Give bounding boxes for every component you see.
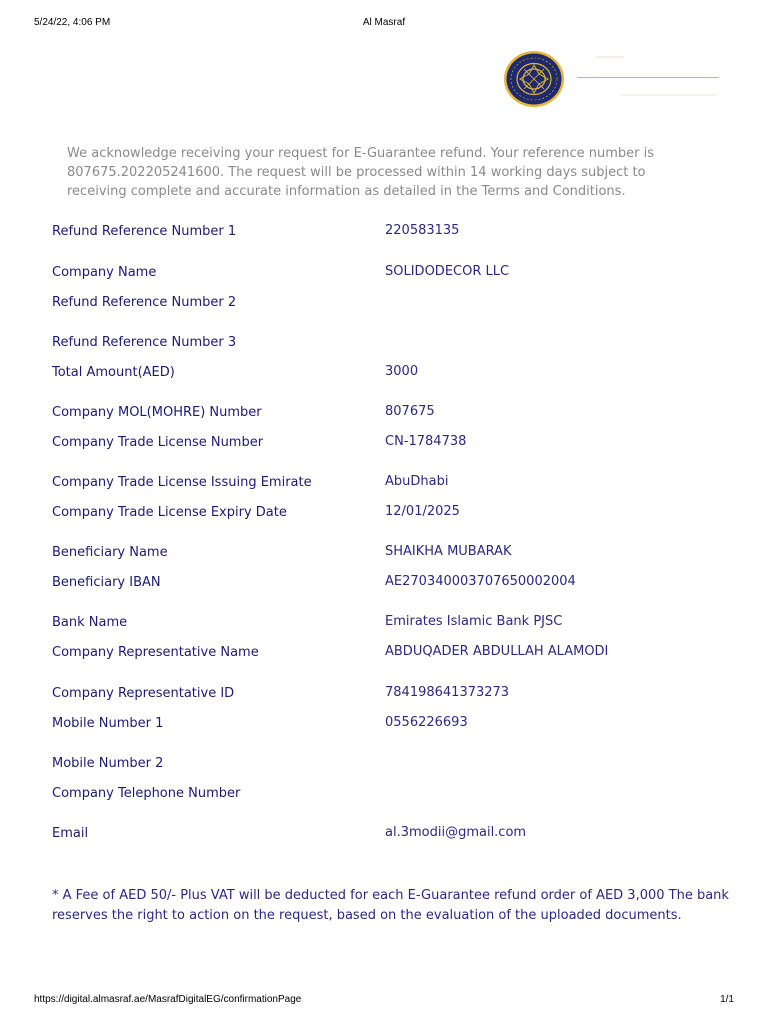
field-row: [0, 686, 768, 706]
field-label: Mobile Number 1: [52, 716, 164, 731]
field-row: [0, 475, 768, 495]
print-title: Al Masraf: [362, 17, 406, 28]
field-label: Company MOL(MOHRE) Number: [52, 405, 262, 420]
field-row: [0, 615, 768, 635]
field-label: Company Representative ID: [52, 686, 235, 701]
field-row: [0, 335, 768, 355]
field-label: Beneficiary IBAN: [52, 575, 161, 590]
print-header: [0, 17, 768, 31]
field-value: al.3modii@gmail.com: [385, 825, 527, 840]
field-value: Emirates Islamic Bank PJSC: [385, 614, 563, 629]
field-label: Refund Reference Number 3: [52, 335, 237, 350]
print-date: 5/24/22, 4:06 PM: [34, 17, 111, 28]
field-value: 0556226693: [385, 715, 468, 730]
field-row: [0, 786, 768, 806]
field-value: CN-1784738: [385, 434, 467, 449]
field-row: [0, 645, 768, 665]
field-value: SOLIDODECOR LLC: [385, 264, 510, 279]
field-value: 3000: [385, 364, 419, 379]
field-label: Company Trade License Expiry Date: [52, 505, 287, 520]
field-value: 220583135: [385, 223, 460, 238]
acknowledgement-text: We acknowledge receiving your request for E-Guarantee refund. Your reference number is 807675.202205241600. The request will be processed within 14 working days subject to receiving complete and accurate information as detailed in the Terms and Conditions.: [67, 146, 655, 199]
field-value: 784198641373273: [385, 685, 510, 700]
field-label: Company Telephone Number: [52, 786, 241, 801]
field-label: Company Name: [52, 265, 157, 280]
field-row: [0, 545, 768, 565]
field-label: Mobile Number 2: [52, 756, 164, 771]
page-number: 1/1: [720, 994, 734, 1005]
field-row: [0, 505, 768, 525]
logo-decoration: [595, 56, 625, 58]
field-label: Bank Name: [52, 615, 128, 630]
field-label: Refund Reference Number 1: [52, 224, 237, 239]
field-value: ABDUQADER ABDULLAH ALAMODI: [385, 644, 609, 659]
field-value: AE270340003707650002004: [385, 574, 576, 589]
field-label: Company Representative Name: [52, 645, 259, 660]
field-value: AbuDhabi: [385, 474, 449, 489]
bank-logo: [503, 50, 723, 110]
field-label: Company Trade License Issuing Emirate: [52, 475, 312, 490]
field-value: 12/01/2025: [385, 504, 460, 519]
field-value: 807675: [385, 404, 435, 419]
field-row: [0, 826, 768, 846]
bank-seal-icon: [503, 50, 565, 108]
fee-note: * A Fee of AED 50/- Plus VAT will be deducted for each E-Guarantee refund order of AED 3,000 The bank reserves the right to action on the request, based on the evaluation of the uploaded documents.: [52, 888, 729, 923]
field-row: [0, 405, 768, 425]
logo-divider: [577, 77, 719, 78]
field-value: SHAIKHA MUBARAK: [385, 544, 512, 559]
field-row: [0, 265, 768, 285]
field-label: Beneficiary Name: [52, 545, 168, 560]
field-label: Email: [52, 826, 89, 841]
field-row: [0, 575, 768, 595]
field-row: [0, 224, 768, 244]
field-label: Refund Reference Number 2: [52, 295, 237, 310]
field-row: [0, 365, 768, 385]
field-label: Company Trade License Number: [52, 435, 264, 450]
field-row: [0, 295, 768, 315]
field-row: [0, 716, 768, 736]
print-footer: [0, 994, 768, 1008]
field-label: Total Amount(AED): [52, 365, 175, 380]
logo-decoration: [621, 94, 717, 96]
field-row: [0, 756, 768, 776]
page-url: https://digital.almasraf.ae/MasrafDigitalEG/confirmationPage: [34, 994, 302, 1005]
field-row: [0, 435, 768, 455]
